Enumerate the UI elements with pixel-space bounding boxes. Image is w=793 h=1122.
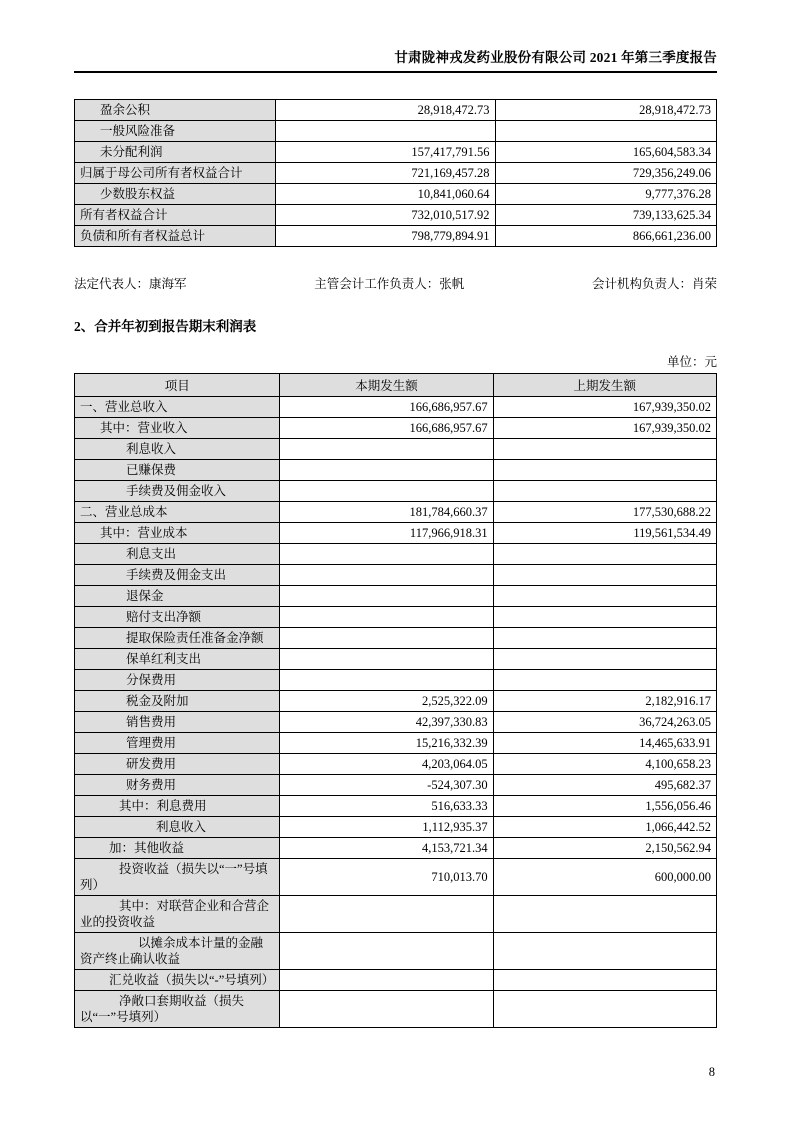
table-row <box>75 544 717 565</box>
table-row <box>75 523 717 544</box>
row-label: 利息支出 <box>75 544 280 565</box>
income-statement-table <box>74 373 717 1028</box>
row-value-previous: 2,150,562.94 <box>493 838 716 859</box>
row-value-previous <box>493 649 716 670</box>
row-label: 归属于母公司所有者权益合计 <box>75 163 276 184</box>
row-value-previous: 495,682.37 <box>493 775 716 796</box>
section-title: 2、合并年初到报告期末利润表 <box>74 319 257 334</box>
row-label: 一般风险准备 <box>75 121 276 142</box>
row-value-current: 42,397,330.83 <box>280 712 493 733</box>
row-value-current <box>280 607 493 628</box>
row-label: 以摊余成本计量的金融资产终止确认收益 <box>75 933 280 970</box>
table-row <box>75 586 717 607</box>
row-value-current: 798,779,894.91 <box>275 226 495 247</box>
report-header-title: 甘肃陇神戎发药业股份有限公司 2021 年第三季度报告 <box>74 46 717 73</box>
row-value-current: 732,010,517.92 <box>275 205 495 226</box>
row-value-previous: 167,939,350.02 <box>493 397 716 418</box>
table-row <box>75 970 717 991</box>
row-value-previous <box>493 933 716 970</box>
row-value-current: 166,686,957.67 <box>280 397 493 418</box>
row-label: 保单红利支出 <box>75 649 280 670</box>
column-header-item: 项目 <box>75 374 280 397</box>
table-row <box>75 817 717 838</box>
row-value-previous: 9,777,376.28 <box>495 184 717 205</box>
row-label: 税金及附加 <box>75 691 280 712</box>
row-value-previous: 4,100,658.23 <box>493 754 716 775</box>
row-label: 销售费用 <box>75 712 280 733</box>
table-row <box>75 712 717 733</box>
row-value-current <box>280 565 493 586</box>
row-label: 投资收益（损失以“一”号填列） <box>75 859 280 896</box>
row-value-previous <box>493 586 716 607</box>
row-label: 一、营业总收入 <box>75 397 280 418</box>
row-value-previous <box>493 544 716 565</box>
table-row <box>75 142 717 163</box>
row-value-previous: 177,530,688.22 <box>493 502 716 523</box>
row-label: 其中：营业成本 <box>75 523 280 544</box>
row-value-previous: 729,356,249.06 <box>495 163 717 184</box>
row-value-previous: 28,918,472.73 <box>495 100 717 121</box>
row-label: 管理费用 <box>75 733 280 754</box>
row-label: 盈余公积 <box>75 100 276 121</box>
row-value-previous <box>493 970 716 991</box>
table-row <box>75 991 717 1028</box>
row-label: 其中：利息费用 <box>75 796 280 817</box>
table-row <box>75 838 717 859</box>
table-row <box>75 205 717 226</box>
signatories-row <box>74 274 717 292</box>
row-value-current <box>280 896 493 933</box>
table-row <box>75 670 717 691</box>
row-value-previous <box>493 460 716 481</box>
row-value-previous: 119,561,534.49 <box>493 523 716 544</box>
row-label: 手续费及佣金支出 <box>75 565 280 586</box>
row-label: 退保金 <box>75 586 280 607</box>
table-row <box>75 481 717 502</box>
table-row <box>75 100 717 121</box>
row-value-current: 4,153,721.34 <box>280 838 493 859</box>
row-value-previous: 167,939,350.02 <box>493 418 716 439</box>
row-label: 赔付支出净额 <box>75 607 280 628</box>
row-label: 未分配利润 <box>75 142 276 163</box>
row-value-current <box>280 481 493 502</box>
table-row <box>75 775 717 796</box>
table-row <box>75 226 717 247</box>
table-row <box>75 649 717 670</box>
row-value-current: 1,112,935.37 <box>280 817 493 838</box>
row-label: 少数股东权益 <box>75 184 276 205</box>
row-value-current: 721,169,457.28 <box>275 163 495 184</box>
row-value-current: 15,216,332.39 <box>280 733 493 754</box>
table-row <box>75 460 717 481</box>
row-value-current: 166,686,957.67 <box>280 418 493 439</box>
row-value-previous: 866,661,236.00 <box>495 226 717 247</box>
row-value-current <box>275 121 495 142</box>
row-value-previous <box>493 896 716 933</box>
table-row <box>75 418 717 439</box>
row-label: 净敞口套期收益（损失以“一”号填列） <box>75 991 280 1028</box>
row-label: 所有者权益合计 <box>75 205 276 226</box>
row-value-previous <box>493 481 716 502</box>
table-row <box>75 628 717 649</box>
table-row <box>75 397 717 418</box>
table-row <box>75 607 717 628</box>
table-row <box>75 439 717 460</box>
row-value-previous: 1,556,056.46 <box>493 796 716 817</box>
row-value-previous <box>495 121 717 142</box>
table-row <box>75 184 717 205</box>
row-value-previous <box>493 670 716 691</box>
row-label: 财务费用 <box>75 775 280 796</box>
row-label: 手续费及佣金收入 <box>75 481 280 502</box>
row-value-current <box>280 586 493 607</box>
equity-section <box>74 99 717 247</box>
table-row <box>75 121 717 142</box>
table-row <box>75 859 717 896</box>
row-value-current <box>280 933 493 970</box>
column-header-prior-period: 上期发生额 <box>493 374 716 397</box>
row-value-current: 2,525,322.09 <box>280 691 493 712</box>
row-value-current <box>280 460 493 481</box>
table-row <box>75 691 717 712</box>
legal-representative: 法定代表人：康海军 <box>74 277 187 291</box>
row-label: 负债和所有者权益总计 <box>75 226 276 247</box>
row-label: 二、营业总成本 <box>75 502 280 523</box>
row-value-current: 181,784,660.37 <box>280 502 493 523</box>
row-value-current: -524,307.30 <box>280 775 493 796</box>
row-value-current <box>280 970 493 991</box>
row-label: 利息收入 <box>75 817 280 838</box>
row-label: 已赚保费 <box>75 460 280 481</box>
row-value-current: 157,417,791.56 <box>275 142 495 163</box>
table-row <box>75 163 717 184</box>
table-row <box>75 796 717 817</box>
table-row <box>75 896 717 933</box>
row-value-current: 4,203,064.05 <box>280 754 493 775</box>
equity-table <box>74 99 717 247</box>
row-value-previous: 2,182,916.17 <box>493 691 716 712</box>
row-value-previous <box>493 439 716 460</box>
row-value-previous: 165,604,583.34 <box>495 142 717 163</box>
row-value-current <box>280 649 493 670</box>
row-label: 加：其他收益 <box>75 838 280 859</box>
row-value-previous: 1,066,442.52 <box>493 817 716 838</box>
row-label: 其中：对联营企业和合营企业的投资收益 <box>75 896 280 933</box>
row-value-current <box>280 991 493 1028</box>
row-label: 利息收入 <box>75 439 280 460</box>
page-number: 8 <box>708 1065 715 1079</box>
table-row <box>75 933 717 970</box>
row-value-current <box>280 544 493 565</box>
row-label: 汇兑收益（损失以“-”号填列） <box>75 970 280 991</box>
income-statement-header-row <box>75 374 717 397</box>
row-label: 其中：营业收入 <box>75 418 280 439</box>
row-value-previous: 14,465,633.91 <box>493 733 716 754</box>
unit-label: 单位：元 <box>666 355 717 369</box>
table-row <box>75 565 717 586</box>
row-label: 分保费用 <box>75 670 280 691</box>
row-value-current: 28,918,472.73 <box>275 100 495 121</box>
row-value-previous <box>493 991 716 1028</box>
row-value-current: 710,013.70 <box>280 859 493 896</box>
row-value-previous: 600,000.00 <box>493 859 716 896</box>
row-value-current: 516,633.33 <box>280 796 493 817</box>
row-label: 提取保险责任准备金净额 <box>75 628 280 649</box>
row-value-current <box>280 670 493 691</box>
row-value-current: 10,841,060.64 <box>275 184 495 205</box>
row-value-previous: 739,133,625.34 <box>495 205 717 226</box>
column-header-current-period: 本期发生额 <box>280 374 493 397</box>
table-row <box>75 502 717 523</box>
table-row <box>75 754 717 775</box>
chief-accountant: 主管会计工作负责人：张帆 <box>314 277 465 291</box>
row-label: 研发费用 <box>75 754 280 775</box>
row-value-previous <box>493 565 716 586</box>
accounting-head: 会计机构负责人：肖荣 <box>591 277 717 291</box>
table-row <box>75 733 717 754</box>
row-value-previous: 36,724,263.05 <box>493 712 716 733</box>
row-value-previous <box>493 607 716 628</box>
row-value-current: 117,966,918.31 <box>280 523 493 544</box>
row-value-current <box>280 628 493 649</box>
row-value-previous <box>493 628 716 649</box>
row-value-current <box>280 439 493 460</box>
